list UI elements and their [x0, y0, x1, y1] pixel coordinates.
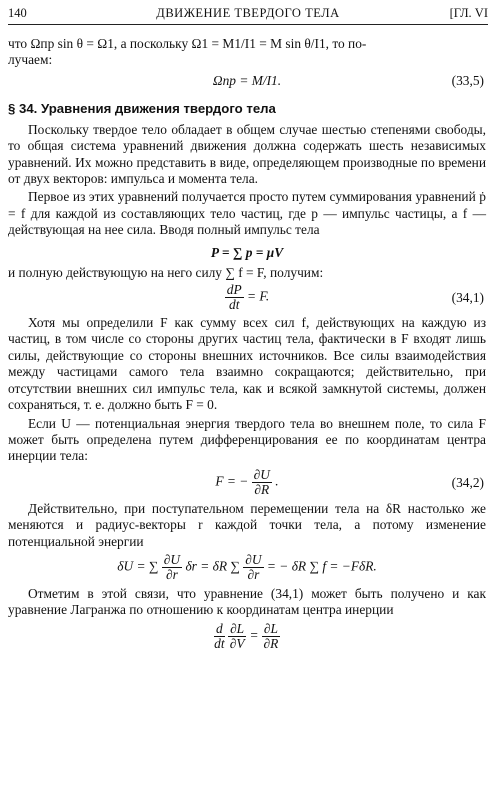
running-title: ДВИЖЕНИЕ ТВЕРДОГО ТЕЛА	[156, 6, 340, 20]
equation-total-momentum-body: P = ∑ p = μV	[210, 244, 284, 260]
equation-33-5-number: (33,5)	[451, 72, 484, 88]
equation-34-1-denominator: dt	[229, 297, 240, 313]
equation-pv-fraction-2-denominator: ∂r	[247, 566, 260, 582]
equation-total-momentum	[8, 239, 486, 265]
page-number: 140	[8, 6, 27, 20]
equation-lagrange-fraction-2-denominator: ∂V	[229, 635, 245, 651]
paragraph-6: Отметим в этой связи, что уравнение (34,1) может быть получено и как уравнение Лагранжа по отношению к координатам центра инерции	[8, 585, 486, 618]
equation-pv-part-b: δr = δR ∑	[185, 558, 240, 574]
equation-33-5	[8, 69, 486, 91]
equation-34-1-rhs: = F.	[247, 288, 270, 304]
equation-34-2-number: (34,2)	[451, 474, 484, 490]
equation-lagrange-fraction-2	[228, 622, 246, 651]
equation-pv-fraction-2-numerator: ∂U	[245, 551, 262, 567]
paragraph-5: Действительно, при поступательном перемещении тела на δR настолько же меняются и радиус-векторы r каждой точки тела, а потому изменение потенциальной энергии	[8, 500, 486, 549]
equation-pv-fraction-2	[243, 553, 263, 582]
equation-potential-variation	[8, 550, 486, 586]
equation-33-5-body: Ωпр = M/I1.	[212, 72, 282, 88]
header-rule	[8, 24, 488, 25]
equation-lagrange-fraction-3-denominator: ∂R	[263, 635, 279, 651]
equation-lagrange-fraction-3-numerator: ∂L	[263, 620, 278, 636]
equation-pv-part-c: = − δR ∑ f = −FδR.	[266, 558, 377, 574]
equation-34-1-fraction	[225, 283, 244, 312]
equation-34-1-numerator: dP	[226, 282, 242, 298]
page-body	[8, 36, 486, 655]
equation-34-2-end: .	[275, 473, 279, 489]
equation-lagrange-fraction-1-denominator: dt	[214, 635, 225, 651]
intro-line-1: что Ωпр sin θ = Ω1, а поскольку Ω1 = M1/I1 = M sin θ/I1, то по-	[8, 36, 367, 51]
equation-34-1-number: (34,1)	[451, 290, 484, 306]
intro-line-2: лучаем:	[8, 52, 53, 68]
equation-34-2	[8, 465, 486, 501]
paragraph-3: Хотя мы определили F как сумму всех сил f, действующих на каждую из частиц, в том числе со стороны других частиц тела, фактически в F входят лишь силы, действующие со стороны внешних источников. Все силы взаимодействия между частицами самого тела взаимно сокращаются; действительно, при отсутствии внешних сил импульс тела, как и всякой замкнутой системы, должен сохраняться, т. е. должно быть F = 0.	[8, 315, 486, 413]
paragraph-4: Если U — потенциальная энергия твердого тела во внешнем поле, то сила F может быть определена путем дифференцирования ее по координатам центра инерции тела:	[8, 415, 486, 464]
equation-34-2-denominator: ∂R	[254, 481, 270, 497]
paragraph-1: Поскольку твердое тело обладает в общем случае шестью степенями свободы, то общая система уравнений движения должна содержать шесть независимых уравнений. Их можно представить в виде, определяющем производные по времени от двух векторов: импульса и момента тела.	[8, 121, 486, 187]
equation-pv-fraction-1	[162, 553, 182, 582]
equation-34-2-fraction	[252, 468, 272, 497]
equation-lagrange-fraction-1-numerator: d	[216, 620, 223, 636]
equation-34-2-lhs: F = −	[215, 473, 249, 489]
equation-34-1	[8, 281, 486, 315]
equation-lagrange	[8, 619, 486, 655]
equation-pv-fraction-1-denominator: ∂r	[166, 566, 178, 582]
equation-lagrange-fraction-1	[214, 622, 225, 651]
paragraph-2b: и полную действующую на него силу ∑ f = F, получим:	[8, 264, 324, 280]
equation-pv-part-a: δU = ∑	[117, 558, 159, 574]
paragraph-2: Первое из этих уравнений получается просто путем суммирования уравнений ṗ = f для каждой из составляющих тело частиц, где p — импульс частицы, а f — действующая на нее сила. Вводя полный импульс тела	[8, 189, 486, 238]
section-title: § 34. Уравнения движения твердого тела	[8, 100, 276, 116]
equation-34-2-numerator: ∂U	[253, 466, 270, 482]
running-header	[8, 6, 488, 26]
equation-lagrange-fraction-2-numerator: ∂L	[230, 620, 245, 636]
section-heading	[8, 101, 486, 116]
equation-pv-fraction-1-numerator: ∂U	[163, 551, 181, 567]
equation-lagrange-equals: =	[249, 627, 259, 643]
chapter-marker: [ГЛ. VI	[449, 6, 488, 20]
equation-lagrange-fraction-3	[262, 622, 280, 651]
